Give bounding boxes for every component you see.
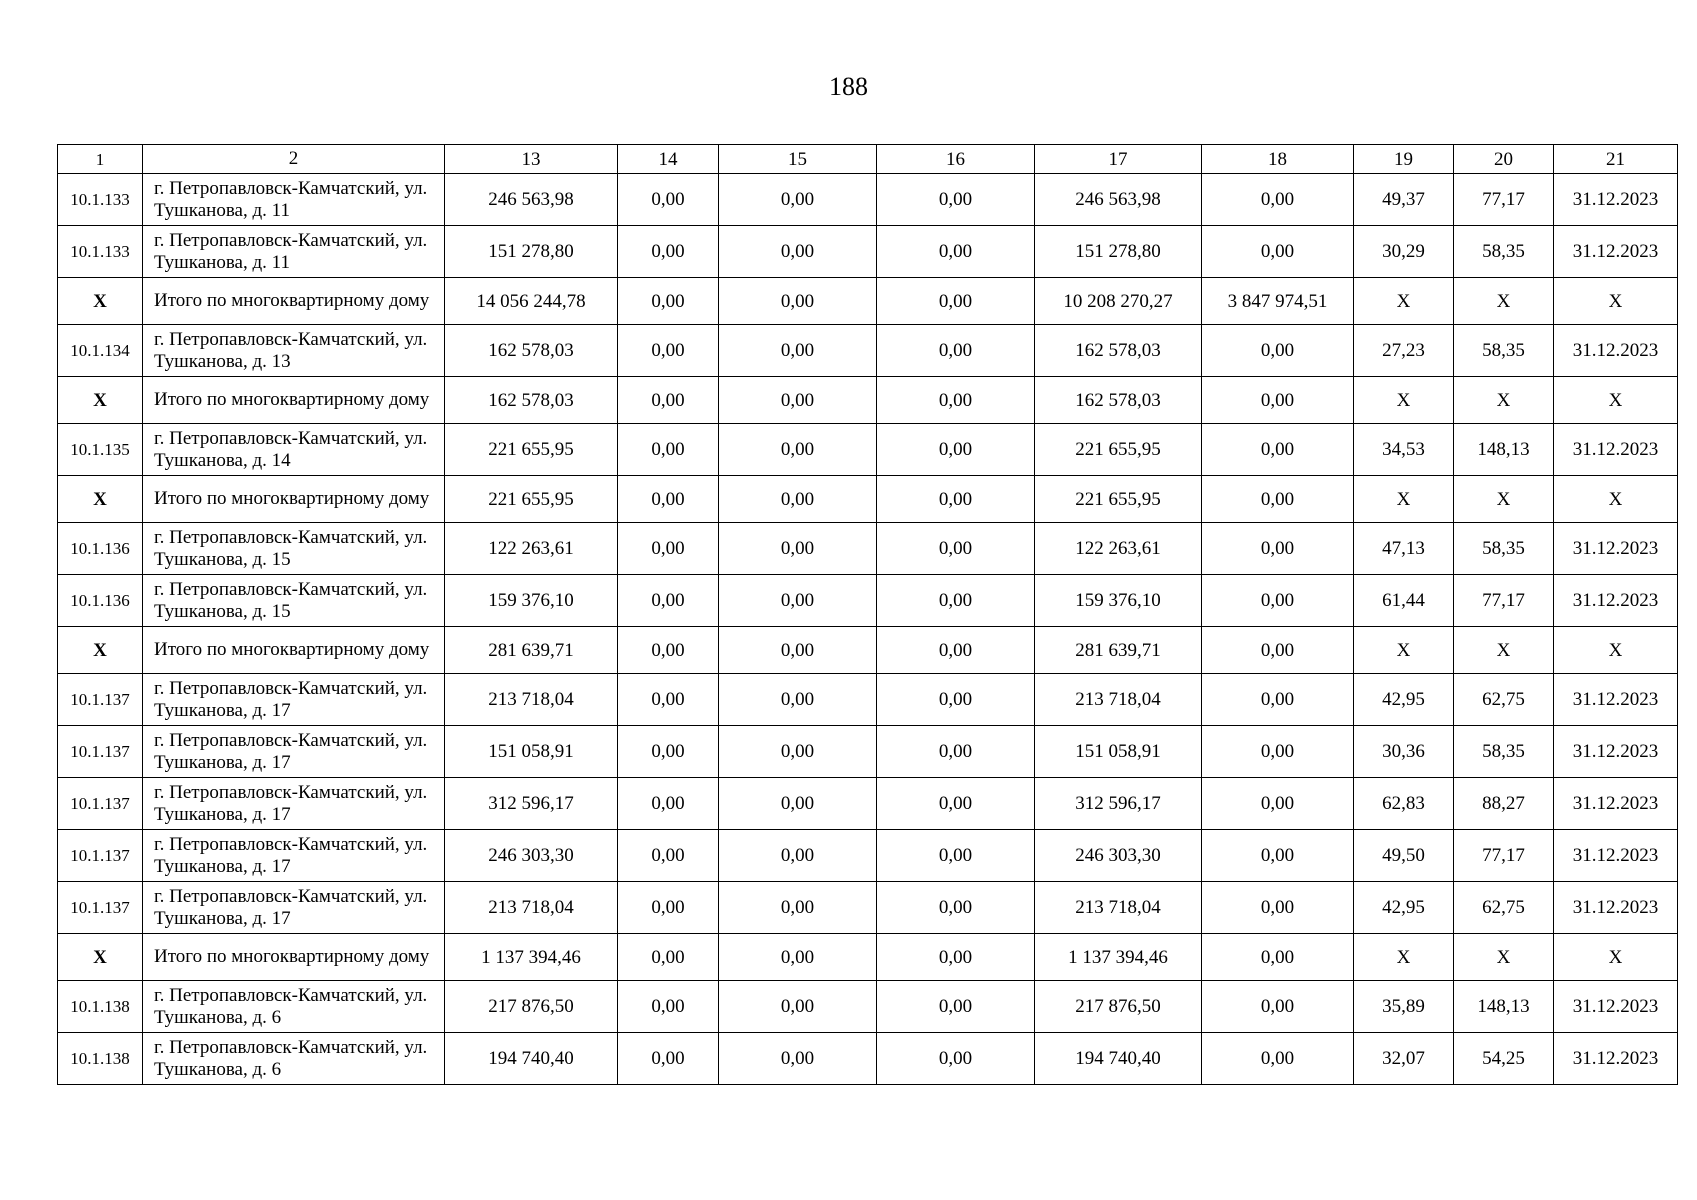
cell-col-17: 151 058,91 — [1035, 726, 1202, 778]
cell-col-16: 0,00 — [877, 575, 1035, 627]
cell-col-15: 0,00 — [719, 575, 877, 627]
cell-col-17: 162 578,03 — [1035, 325, 1202, 377]
cell-address: г. Петропавловск-Камчатский, ул. Тушканова, д. 17 — [143, 726, 445, 778]
cell-row-number: 10.1.137 — [58, 778, 143, 830]
cell-col-14: 0,00 — [618, 674, 719, 726]
cell-col-13: 312 596,17 — [445, 778, 618, 830]
cell-col-13: 14 056 244,78 — [445, 278, 618, 325]
cell-col-14: 0,00 — [618, 882, 719, 934]
cell-col-18: 0,00 — [1202, 424, 1354, 476]
cell-col-17: 151 278,80 — [1035, 226, 1202, 278]
cell-col-14: 0,00 — [618, 523, 719, 575]
cell-address: Итого по многоквартирному дому — [143, 278, 445, 325]
cell-col-15: 0,00 — [719, 726, 877, 778]
cell-col-21: 31.12.2023 — [1554, 778, 1678, 830]
cell-col-16: 0,00 — [877, 278, 1035, 325]
cell-col-18: 0,00 — [1202, 523, 1354, 575]
cell-col-15: 0,00 — [719, 424, 877, 476]
cell-col-19: 49,37 — [1354, 174, 1454, 226]
cell-col-17: 17 — [1035, 145, 1202, 174]
cell-col-15: 0,00 — [719, 882, 877, 934]
cell-col-17: 122 263,61 — [1035, 523, 1202, 575]
cell-col-13: 246 563,98 — [445, 174, 618, 226]
cell-col-14: 0,00 — [618, 934, 719, 981]
cell-col-21: 31.12.2023 — [1554, 726, 1678, 778]
cell-col-16: 0,00 — [877, 476, 1035, 523]
cell-col-13: 13 — [445, 145, 618, 174]
cell-col-18: 0,00 — [1202, 174, 1354, 226]
cell-col-18: 3 847 974,51 — [1202, 278, 1354, 325]
cell-row-number: 10.1.133 — [58, 226, 143, 278]
cell-address: г. Петропавловск-Камчатский, ул. Тушканова, д. 6 — [143, 981, 445, 1033]
cell-address: г. Петропавловск-Камчатский, ул. Тушканова, д. 17 — [143, 674, 445, 726]
cell-col-20: 88,27 — [1454, 778, 1554, 830]
cell-col-20: X — [1454, 627, 1554, 674]
cell-col-20: 58,35 — [1454, 325, 1554, 377]
cell-col-18: 0,00 — [1202, 674, 1354, 726]
cell-col-14: 0,00 — [618, 325, 719, 377]
cell-col-15: 0,00 — [719, 325, 877, 377]
cell-col-19: 30,36 — [1354, 726, 1454, 778]
cell-address: г. Петропавловск-Камчатский, ул. Тушканова, д. 17 — [143, 882, 445, 934]
cell-row-number: 10.1.137 — [58, 830, 143, 882]
cell-col-15: 0,00 — [719, 627, 877, 674]
cell-col-20: 58,35 — [1454, 226, 1554, 278]
cell-col-21: 31.12.2023 — [1554, 174, 1678, 226]
cell-col-16: 0,00 — [877, 674, 1035, 726]
cell-col-15: 0,00 — [719, 830, 877, 882]
cell-row-number: 10.1.136 — [58, 523, 143, 575]
cell-col-16: 0,00 — [877, 627, 1035, 674]
cell-col-14: 0,00 — [618, 377, 719, 424]
cell-col-15: 0,00 — [719, 377, 877, 424]
cell-col-21: 31.12.2023 — [1554, 674, 1678, 726]
cell-address: г. Петропавловск-Камчатский, ул. Тушканова, д. 13 — [143, 325, 445, 377]
table-row — [58, 424, 1678, 476]
cell-col-15: 0,00 — [719, 934, 877, 981]
cell-col-13: 221 655,95 — [445, 476, 618, 523]
cell-row-number: 1 — [58, 145, 143, 174]
cell-col-14: 0,00 — [618, 226, 719, 278]
cell-col-18: 0,00 — [1202, 377, 1354, 424]
cell-col-17: 246 303,30 — [1035, 830, 1202, 882]
cell-col-13: 159 376,10 — [445, 575, 618, 627]
table-row — [58, 1033, 1678, 1085]
cell-col-14: 0,00 — [618, 424, 719, 476]
cell-col-16: 0,00 — [877, 1033, 1035, 1085]
cell-col-19: 42,95 — [1354, 674, 1454, 726]
cell-col-15: 0,00 — [719, 1033, 877, 1085]
cell-col-16: 0,00 — [877, 882, 1035, 934]
cell-col-14: 14 — [618, 145, 719, 174]
cell-col-21: X — [1554, 627, 1678, 674]
cell-col-21: X — [1554, 278, 1678, 325]
cell-row-number: 10.1.137 — [58, 674, 143, 726]
cell-col-20: X — [1454, 278, 1554, 325]
cell-col-19: 27,23 — [1354, 325, 1454, 377]
cell-col-14: 0,00 — [618, 174, 719, 226]
cell-col-18: 0,00 — [1202, 882, 1354, 934]
cell-col-17: 221 655,95 — [1035, 424, 1202, 476]
cell-col-13: 221 655,95 — [445, 424, 618, 476]
cell-col-20: X — [1454, 476, 1554, 523]
cell-col-15: 0,00 — [719, 778, 877, 830]
cell-col-18: 0,00 — [1202, 575, 1354, 627]
total-row — [58, 377, 1678, 424]
cell-col-14: 0,00 — [618, 278, 719, 325]
cell-col-19: 30,29 — [1354, 226, 1454, 278]
cell-col-15: 0,00 — [719, 523, 877, 575]
cell-col-20: 62,75 — [1454, 674, 1554, 726]
cell-row-number: X — [58, 476, 143, 523]
cell-col-16: 0,00 — [877, 226, 1035, 278]
cell-col-14: 0,00 — [618, 476, 719, 523]
cell-address: Итого по многоквартирному дому — [143, 476, 445, 523]
cell-col-14: 0,00 — [618, 1033, 719, 1085]
cell-col-21: X — [1554, 934, 1678, 981]
cell-col-18: 18 — [1202, 145, 1354, 174]
cell-col-21: 31.12.2023 — [1554, 1033, 1678, 1085]
cell-col-19: X — [1354, 476, 1454, 523]
cell-address: г. Петропавловск-Камчатский, ул. Тушканова, д. 17 — [143, 830, 445, 882]
table-row — [58, 882, 1678, 934]
cell-col-14: 0,00 — [618, 830, 719, 882]
cell-col-21: 31.12.2023 — [1554, 981, 1678, 1033]
cell-col-16: 0,00 — [877, 523, 1035, 575]
cell-col-21: 31.12.2023 — [1554, 830, 1678, 882]
cell-col-19: 61,44 — [1354, 575, 1454, 627]
cell-address: г. Петропавловск-Камчатский, ул. Тушканова, д. 6 — [143, 1033, 445, 1085]
total-row — [58, 476, 1678, 523]
table-row — [58, 325, 1678, 377]
table-row — [58, 226, 1678, 278]
cell-col-20: 54,25 — [1454, 1033, 1554, 1085]
cell-row-number: X — [58, 377, 143, 424]
cell-col-20: 62,75 — [1454, 882, 1554, 934]
cell-address: Итого по многоквартирному дому — [143, 934, 445, 981]
cell-col-19: 19 — [1354, 145, 1454, 174]
table-row — [58, 674, 1678, 726]
cell-col-13: 1 137 394,46 — [445, 934, 618, 981]
cell-col-16: 16 — [877, 145, 1035, 174]
cell-col-15: 0,00 — [719, 674, 877, 726]
table-row — [58, 575, 1678, 627]
cell-col-18: 0,00 — [1202, 830, 1354, 882]
cell-col-17: 1 137 394,46 — [1035, 934, 1202, 981]
cell-col-13: 194 740,40 — [445, 1033, 618, 1085]
cell-col-14: 0,00 — [618, 575, 719, 627]
cell-col-18: 0,00 — [1202, 934, 1354, 981]
cell-col-21: 21 — [1554, 145, 1678, 174]
table-row — [58, 778, 1678, 830]
cell-col-15: 0,00 — [719, 981, 877, 1033]
cell-row-number: 10.1.138 — [58, 1033, 143, 1085]
cell-col-16: 0,00 — [877, 377, 1035, 424]
cell-col-21: X — [1554, 377, 1678, 424]
cell-col-15: 0,00 — [719, 476, 877, 523]
cell-col-17: 213 718,04 — [1035, 674, 1202, 726]
table-row — [58, 726, 1678, 778]
cell-col-16: 0,00 — [877, 830, 1035, 882]
cell-col-21: 31.12.2023 — [1554, 523, 1678, 575]
cell-address: г. Петропавловск-Камчатский, ул. Тушканова, д. 11 — [143, 226, 445, 278]
cell-address: г. Петропавловск-Камчатский, ул. Тушканова, д. 14 — [143, 424, 445, 476]
cell-col-13: 281 639,71 — [445, 627, 618, 674]
cell-col-18: 0,00 — [1202, 476, 1354, 523]
cell-address: г. Петропавловск-Камчатский, ул. Тушканова, д. 15 — [143, 523, 445, 575]
cell-col-14: 0,00 — [618, 981, 719, 1033]
cell-col-15: 15 — [719, 145, 877, 174]
cell-col-19: 47,13 — [1354, 523, 1454, 575]
table-row — [58, 830, 1678, 882]
cell-col-19: X — [1354, 934, 1454, 981]
cell-col-19: 62,83 — [1354, 778, 1454, 830]
cell-address: Итого по многоквартирному дому — [143, 377, 445, 424]
cell-address: 2 — [143, 145, 445, 174]
cell-col-13: 162 578,03 — [445, 377, 618, 424]
cell-col-21: 31.12.2023 — [1554, 882, 1678, 934]
cell-col-15: 0,00 — [719, 226, 877, 278]
cell-col-16: 0,00 — [877, 325, 1035, 377]
cell-col-13: 151 278,80 — [445, 226, 618, 278]
page-number: 188 — [829, 72, 868, 101]
cell-col-19: 32,07 — [1354, 1033, 1454, 1085]
cell-col-20: 77,17 — [1454, 830, 1554, 882]
cell-col-20: 58,35 — [1454, 726, 1554, 778]
cell-col-19: 34,53 — [1354, 424, 1454, 476]
cell-row-number: 10.1.135 — [58, 424, 143, 476]
cell-col-13: 151 058,91 — [445, 726, 618, 778]
cell-col-16: 0,00 — [877, 778, 1035, 830]
total-row — [58, 278, 1678, 325]
cell-col-18: 0,00 — [1202, 226, 1354, 278]
cell-col-21: 31.12.2023 — [1554, 325, 1678, 377]
cell-col-14: 0,00 — [618, 726, 719, 778]
cell-address: Итого по многоквартирному дому — [143, 627, 445, 674]
cell-col-20: 58,35 — [1454, 523, 1554, 575]
cell-col-13: 122 263,61 — [445, 523, 618, 575]
cell-col-17: 246 563,98 — [1035, 174, 1202, 226]
cell-col-19: X — [1354, 278, 1454, 325]
cell-col-17: 10 208 270,27 — [1035, 278, 1202, 325]
cell-col-18: 0,00 — [1202, 627, 1354, 674]
cell-col-16: 0,00 — [877, 726, 1035, 778]
cell-col-19: 35,89 — [1354, 981, 1454, 1033]
cell-col-18: 0,00 — [1202, 325, 1354, 377]
cell-col-17: 213 718,04 — [1035, 882, 1202, 934]
cell-col-17: 159 376,10 — [1035, 575, 1202, 627]
cell-col-20: 20 — [1454, 145, 1554, 174]
cell-row-number: 10.1.134 — [58, 325, 143, 377]
cell-col-20: X — [1454, 934, 1554, 981]
cell-col-18: 0,00 — [1202, 778, 1354, 830]
cell-row-number: 10.1.137 — [58, 726, 143, 778]
cell-col-16: 0,00 — [877, 174, 1035, 226]
cell-row-number: X — [58, 934, 143, 981]
cell-row-number: X — [58, 627, 143, 674]
cell-col-19: X — [1354, 627, 1454, 674]
cell-col-13: 217 876,50 — [445, 981, 618, 1033]
table-row — [58, 523, 1678, 575]
total-row — [58, 934, 1678, 981]
cell-col-15: 0,00 — [719, 174, 877, 226]
cell-col-20: 148,13 — [1454, 424, 1554, 476]
cell-col-16: 0,00 — [877, 424, 1035, 476]
cell-col-20: 148,13 — [1454, 981, 1554, 1033]
cell-col-19: 49,50 — [1354, 830, 1454, 882]
cell-col-21: X — [1554, 476, 1678, 523]
cell-col-17: 217 876,50 — [1035, 981, 1202, 1033]
cell-row-number: 10.1.137 — [58, 882, 143, 934]
data-table-container — [57, 144, 1678, 1085]
data-table — [57, 144, 1678, 1085]
cell-col-17: 312 596,17 — [1035, 778, 1202, 830]
cell-col-21: 31.12.2023 — [1554, 226, 1678, 278]
total-row — [58, 627, 1678, 674]
cell-col-16: 0,00 — [877, 934, 1035, 981]
cell-col-13: 213 718,04 — [445, 882, 618, 934]
cell-col-13: 246 303,30 — [445, 830, 618, 882]
header-row — [58, 145, 1678, 174]
table-body — [58, 145, 1678, 1085]
cell-address: г. Петропавловск-Камчатский, ул. Тушканова, д. 15 — [143, 575, 445, 627]
cell-col-17: 162 578,03 — [1035, 377, 1202, 424]
cell-col-14: 0,00 — [618, 778, 719, 830]
cell-col-18: 0,00 — [1202, 1033, 1354, 1085]
cell-col-18: 0,00 — [1202, 726, 1354, 778]
table-row — [58, 174, 1678, 226]
cell-col-15: 0,00 — [719, 278, 877, 325]
cell-row-number: 10.1.138 — [58, 981, 143, 1033]
cell-address: г. Петропавловск-Камчатский, ул. Тушканова, д. 11 — [143, 174, 445, 226]
table-row — [58, 981, 1678, 1033]
cell-row-number: 10.1.133 — [58, 174, 143, 226]
cell-col-20: 77,17 — [1454, 575, 1554, 627]
cell-col-20: X — [1454, 377, 1554, 424]
cell-col-14: 0,00 — [618, 627, 719, 674]
cell-col-17: 281 639,71 — [1035, 627, 1202, 674]
cell-col-18: 0,00 — [1202, 981, 1354, 1033]
cell-row-number: X — [58, 278, 143, 325]
cell-col-17: 194 740,40 — [1035, 1033, 1202, 1085]
cell-col-19: X — [1354, 377, 1454, 424]
cell-col-20: 77,17 — [1454, 174, 1554, 226]
cell-col-21: 31.12.2023 — [1554, 575, 1678, 627]
cell-col-13: 162 578,03 — [445, 325, 618, 377]
cell-col-17: 221 655,95 — [1035, 476, 1202, 523]
cell-col-19: 42,95 — [1354, 882, 1454, 934]
cell-col-13: 213 718,04 — [445, 674, 618, 726]
cell-row-number: 10.1.136 — [58, 575, 143, 627]
cell-address: г. Петропавловск-Камчатский, ул. Тушканова, д. 17 — [143, 778, 445, 830]
cell-col-16: 0,00 — [877, 981, 1035, 1033]
cell-col-21: 31.12.2023 — [1554, 424, 1678, 476]
